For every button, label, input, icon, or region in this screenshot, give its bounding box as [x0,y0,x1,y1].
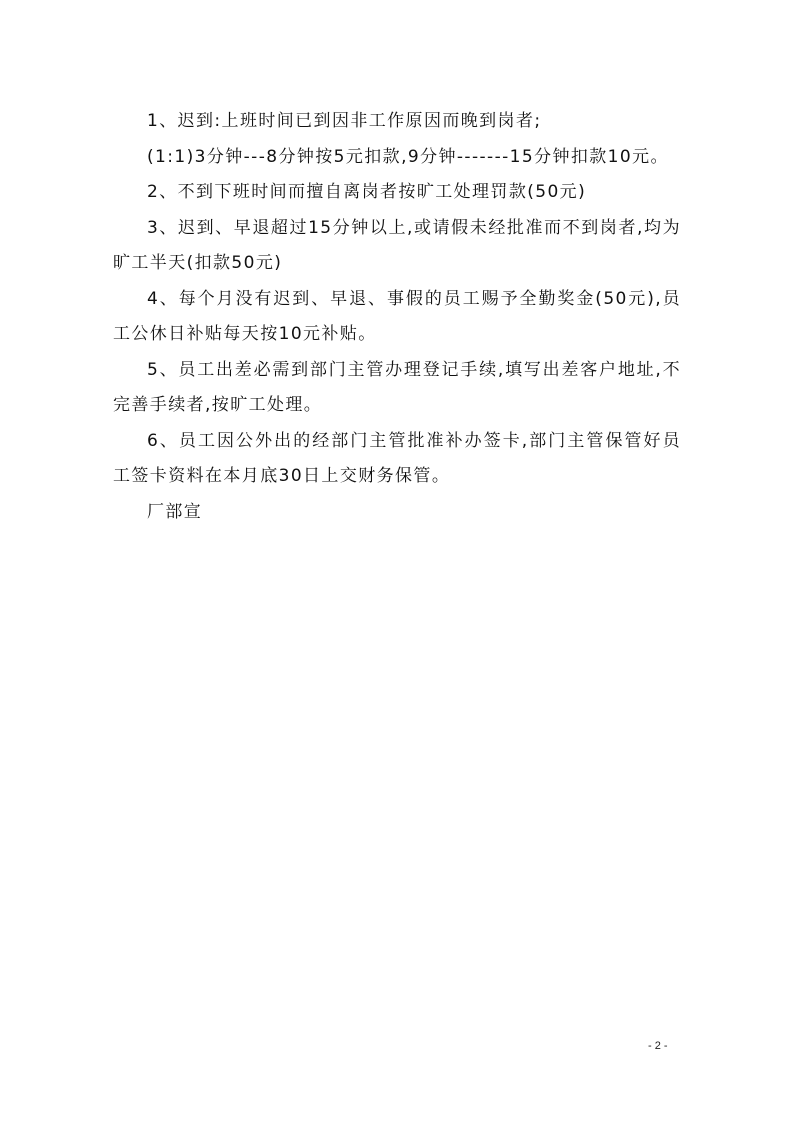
document-body [113,104,681,530]
paragraph-lateness-deduction: (1:1)3分钟---8分钟按5元扣款,9分钟-------15分钟扣款10元。 [147,146,669,167]
paragraph-attendance-bonus: 4、每个月没有迟到、早退、事假的员工赐予全勤奖金(50元),员工公休日补贴每天按10元补贴。 [113,288,681,344]
paragraph-leave-early: 2、不到下班时间而擅自离岗者按旷工处理罚款(50元) [147,182,587,202]
paragraph-sign-card: 6、员工因公外出的经部门主管批准补办签卡,部门主管保管好员工签卡资料在本月底30日上交财务保管。 [113,430,681,486]
paragraph-lateness: 1、迟到:上班时间已到因非工作原因而晚到岗者; [147,111,542,131]
page-number: - 2 - [648,1040,668,1052]
issuer-signature: 厂部宣 [147,501,203,522]
paragraph-absence: 3、迟到、早退超过15分钟以上,或请假未经批准而不到岗者,均为旷工半天(扣款50元) [113,217,681,273]
paragraph-business-trip: 5、员工出差必需到部门主管办理登记手续,填写出差客户地址,不完善手续者,按旷工处理。 [113,359,681,415]
